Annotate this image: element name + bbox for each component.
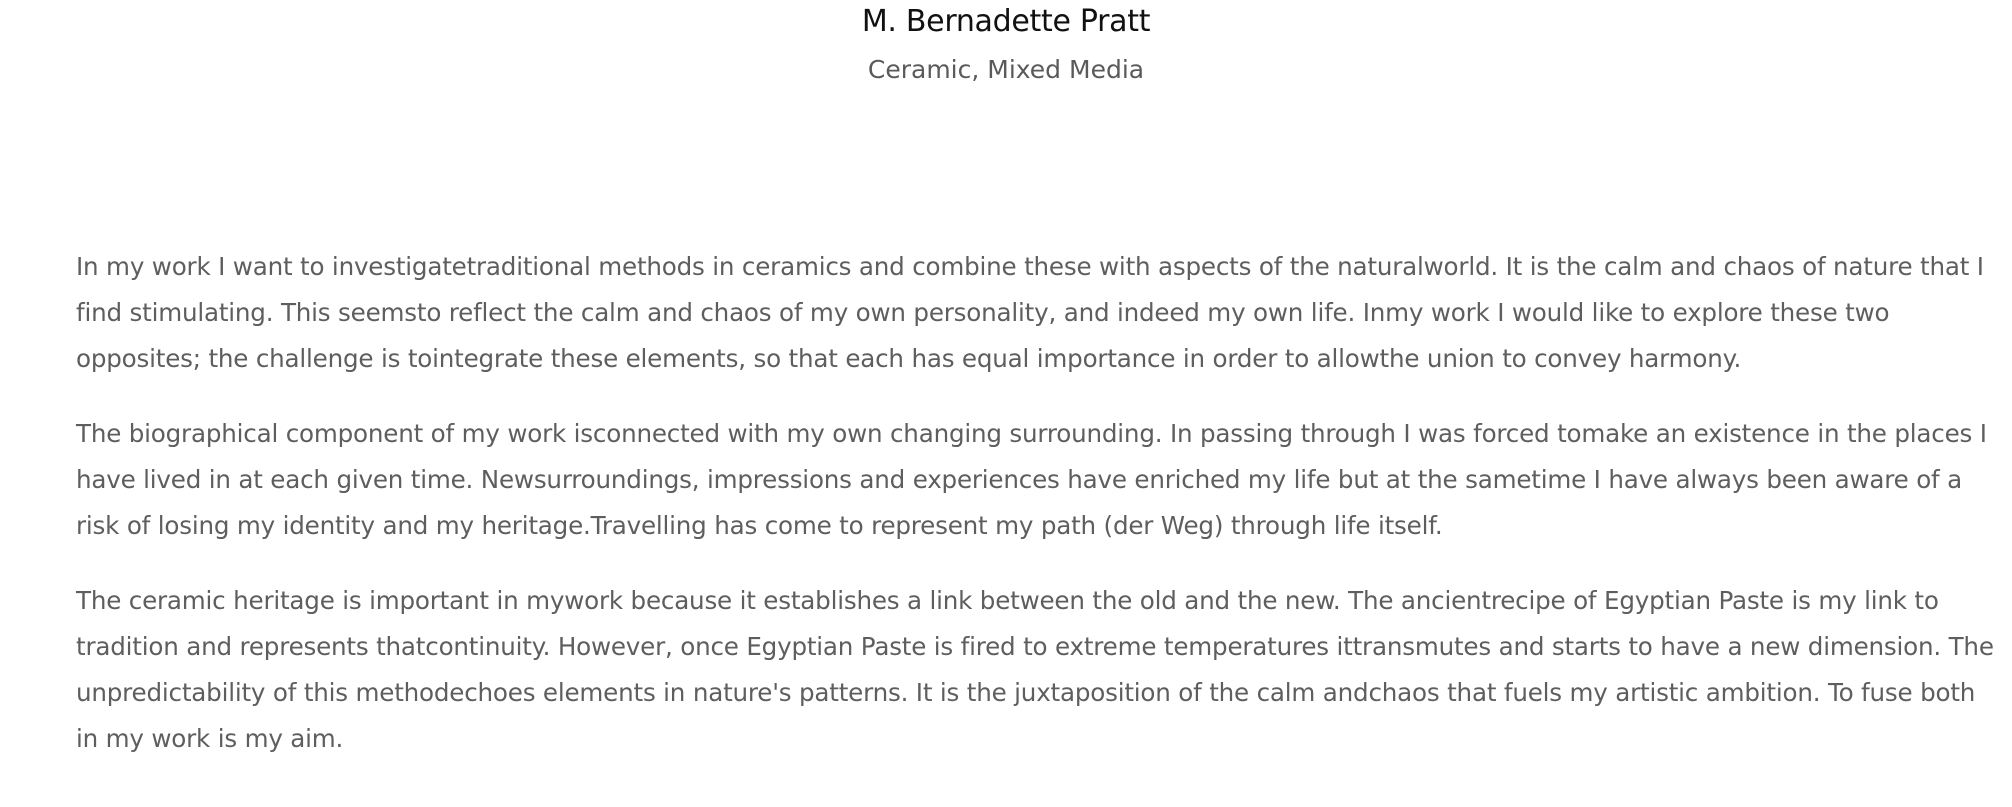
artist-name: M. Bernadette Pratt [861,4,1151,39]
artist-statement [76,244,1996,791]
artist-media: Ceramic, Mixed Media [867,55,1145,84]
statement-paragraph: The ceramic heritage is important in mywork because it establishes a link between the old and the new. The ancientrecipe of Egyptian Paste is my link to tradition and represents thatcontinuity. However, once Egyptian Paste is fired to extreme temperatures ittransmutes and starts to have a new dimension. The unpredictability of this methodechoes elements in nature's patterns. It is the juxtaposition of the calm andchaos that fuels my artistic ambition. To fuse both in my work is my aim. [76,586,1994,753]
statement-paragraph: The biographical component of my work isconnected with my own changing surrounding. In passing through I was forced tomake an existence in the places I have lived in at each given time. Newsurroundings, impressions and experiences have enriched my life but at the sametime I have always been aware of a risk of losing my identity and my heritage.Travelling has come to represent my path (der Weg) through life itself. [76,419,1987,540]
artist-header [0,0,2012,86]
statement-paragraph: In my work I want to investigatetraditional methods in ceramics and combine these with aspects of the naturalworld. It is the calm and chaos of nature that I find stimulating. This seemsto reflect the calm and chaos of my own personality, and indeed my own life. Inmy work I would like to explore these two opposites; the challenge is tointegrate these elements, so that each has equal importance in order to allowthe union to convey harmony. [76,252,1984,373]
